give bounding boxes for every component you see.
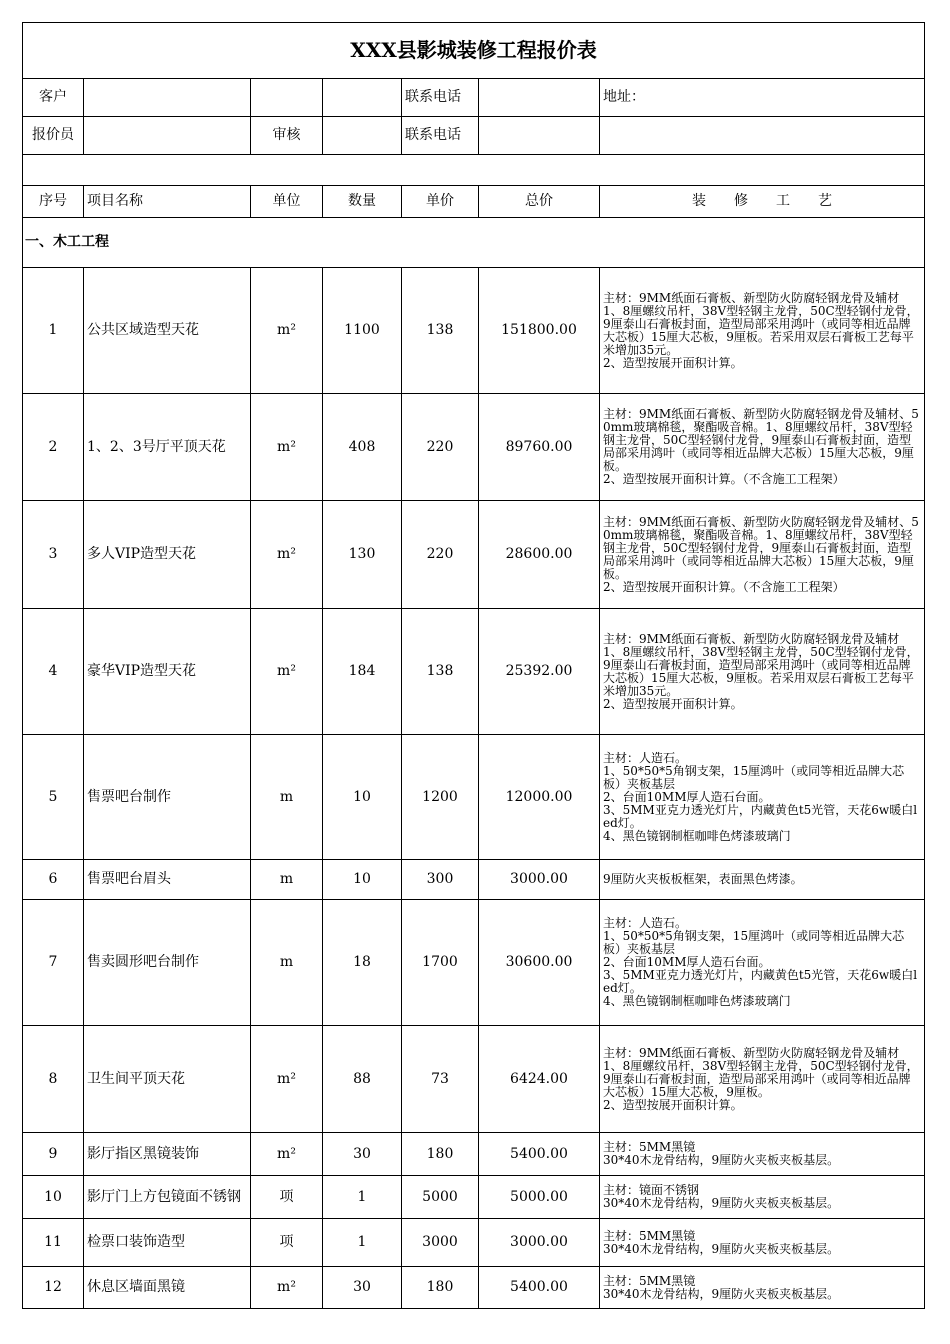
- address-label: 地址：: [600, 79, 925, 117]
- customer-label: 客户: [23, 79, 84, 117]
- item-total: 3000.00: [479, 1219, 600, 1267]
- table-row: [23, 501, 925, 609]
- header-craft: 装 修 工 艺: [600, 186, 925, 218]
- item-qty: 88: [323, 1026, 402, 1133]
- item-total: 30600.00: [479, 900, 600, 1026]
- item-name: 1、2、3号厅平顶天花: [84, 394, 251, 501]
- quotation-table: [22, 22, 925, 1309]
- item-price: 138: [402, 268, 479, 394]
- phone-label-2: 联系电话: [402, 117, 479, 155]
- item-unit: m²: [251, 1133, 323, 1176]
- item-total: 25392.00: [479, 609, 600, 735]
- table-row: [23, 268, 925, 394]
- quoter-label: 报价员: [23, 117, 84, 155]
- item-unit: m²: [251, 1267, 323, 1309]
- item-qty: 408: [323, 394, 402, 501]
- item-craft: 主材：人造石。 1、50*50*5角钢支架，15厘鸿叶（或同等相近品牌大芯板）夹板基层 2、台面10MM厚人造石台面。 3、5MM亚克力透光灯片，内藏黄色t5光管，天花6w暖白led灯。 4、黑色镜钢制框咖啡色烤漆玻璃门: [600, 900, 925, 1026]
- item-name: 休息区墙面黑镜: [84, 1267, 251, 1309]
- item-craft: 主材：9MM纸面石膏板、新型防火防腐轻钢龙骨及辅材、50mm玻璃棉毯，聚酯吸音棉。1、8厘螺纹吊杆，38V型轻钢主龙骨，50C型轻钢付龙骨，9厘泰山石膏板封面，造型局部采用鸿叶（或同等相近品牌大芯板）15厘大芯板，9厘板。 2、造型按展开面积计算。（不含施工工程架）: [600, 394, 925, 501]
- table-row: [23, 1133, 925, 1176]
- table-row: [23, 394, 925, 501]
- item-total: 28600.00: [479, 501, 600, 609]
- item-unit: m: [251, 735, 323, 860]
- item-name: 售票吧台眉头: [84, 860, 251, 900]
- header-unit: 单位: [251, 186, 323, 218]
- item-no: 1: [23, 268, 84, 394]
- customer-value[interactable]: [84, 79, 251, 117]
- header-price: 单价: [402, 186, 479, 218]
- item-price: 180: [402, 1133, 479, 1176]
- customer-extra[interactable]: [251, 79, 323, 117]
- item-unit: m²: [251, 609, 323, 735]
- header-name: 项目名称: [84, 186, 251, 218]
- item-price: 73: [402, 1026, 479, 1133]
- item-craft: 主材：镜面不锈钢 30*40木龙骨结构，9厘防火夹板夹板基层。: [600, 1176, 925, 1219]
- item-total: 3000.00: [479, 860, 600, 900]
- header-qty: 数量: [323, 186, 402, 218]
- item-craft: 9厘防火夹板板框架，表面黑色烤漆。: [600, 860, 925, 900]
- phone-value-1[interactable]: [479, 79, 600, 117]
- table-row: [23, 609, 925, 735]
- item-no: 5: [23, 735, 84, 860]
- blank-row: [23, 155, 925, 186]
- item-price: 220: [402, 394, 479, 501]
- customer-extra-2[interactable]: [323, 79, 402, 117]
- item-no: 3: [23, 501, 84, 609]
- item-unit: m²: [251, 268, 323, 394]
- item-craft: 主材：9MM纸面石膏板、新型防火防腐轻钢龙骨及辅材、50mm玻璃棉毯，聚酯吸音棉。1、8厘螺纹吊杆，38V型轻钢主龙骨，50C型轻钢付龙骨，9厘泰山石膏板封面，造型局部采用鸿叶（或同等相近品牌大芯板）15厘大芯板，9厘板。 2、造型按展开面积计算。（不含施工工程架）: [600, 501, 925, 609]
- header-no: 序号: [23, 186, 84, 218]
- item-total: 5400.00: [479, 1267, 600, 1309]
- item-name: 卫生间平顶天花: [84, 1026, 251, 1133]
- reviewer-label: 审核: [251, 117, 323, 155]
- item-price: 3000: [402, 1219, 479, 1267]
- item-qty: 130: [323, 501, 402, 609]
- item-qty: 18: [323, 900, 402, 1026]
- item-no: 10: [23, 1176, 84, 1219]
- item-craft: 主材：5MM黑镜 30*40木龙骨结构，9厘防火夹板夹板基层。: [600, 1219, 925, 1267]
- table-row: [23, 1267, 925, 1309]
- table-row: [23, 735, 925, 860]
- item-qty: 30: [323, 1267, 402, 1309]
- item-unit: m²: [251, 501, 323, 609]
- item-name: 影厅指区黑镜装饰: [84, 1133, 251, 1176]
- item-craft: 主材：9MM纸面石膏板、新型防火防腐轻钢龙骨及辅材 1、8厘螺纹吊杆，38V型轻钢主龙骨，50C型轻钢付龙骨，9厘泰山石膏板封面，造型局部采用鸿叶（或同等相近品牌大芯板）15厘大芯板，9厘板。 2、造型按展开面积计算。: [600, 1026, 925, 1133]
- item-no: 4: [23, 609, 84, 735]
- item-unit: m²: [251, 394, 323, 501]
- section-title: 一、木工工程: [23, 218, 925, 268]
- item-name: 检票口装饰造型: [84, 1219, 251, 1267]
- item-name: 影厅门上方包镜面不锈钢: [84, 1176, 251, 1219]
- phone-value-2[interactable]: [479, 117, 600, 155]
- item-no: 8: [23, 1026, 84, 1133]
- item-price: 300: [402, 860, 479, 900]
- item-total: 5400.00: [479, 1133, 600, 1176]
- reviewer-value[interactable]: [323, 117, 402, 155]
- table-row: [23, 1026, 925, 1133]
- item-qty: 30: [323, 1133, 402, 1176]
- address-value[interactable]: [600, 117, 925, 155]
- item-no: 7: [23, 900, 84, 1026]
- item-no: 6: [23, 860, 84, 900]
- item-qty: 1: [323, 1176, 402, 1219]
- item-qty: 10: [323, 860, 402, 900]
- item-unit: 项: [251, 1176, 323, 1219]
- item-name: 多人VIP造型天花: [84, 501, 251, 609]
- item-total: 12000.00: [479, 735, 600, 860]
- item-name: 公共区域造型天花: [84, 268, 251, 394]
- item-craft: 主材：9MM纸面石膏板、新型防火防腐轻钢龙骨及辅材 1、8厘螺纹吊杆，38V型轻钢主龙骨，50C型轻钢付龙骨，9厘泰山石膏板封面，造型局部采用鸿叶（或同等相近品牌大芯板）15厘大芯板，9厘板。若采用双层石膏板工艺每平米增加35元。 2、造型按展开面积计算。: [600, 268, 925, 394]
- item-craft: 主材：9MM纸面石膏板、新型防火防腐轻钢龙骨及辅材 1、8厘螺纹吊杆，38V型轻钢主龙骨，50C型轻钢付龙骨，9厘泰山石膏板封面，造型局部采用鸿叶（或同等相近品牌大芯板）15厘大芯板，9厘板。若采用双层石膏板工艺每平米增加35元。 2、造型按展开面积计算。: [600, 609, 925, 735]
- item-unit: m: [251, 900, 323, 1026]
- item-price: 5000: [402, 1176, 479, 1219]
- item-no: 2: [23, 394, 84, 501]
- item-no: 11: [23, 1219, 84, 1267]
- table-row: [23, 900, 925, 1026]
- quoter-value[interactable]: [84, 117, 251, 155]
- item-qty: 184: [323, 609, 402, 735]
- phone-label-1: 联系电话: [402, 79, 479, 117]
- header-total: 总价: [479, 186, 600, 218]
- item-total: 151800.00: [479, 268, 600, 394]
- item-unit: m²: [251, 1026, 323, 1133]
- item-total: 5000.00: [479, 1176, 600, 1219]
- table-row: [23, 1219, 925, 1267]
- item-total: 6424.00: [479, 1026, 600, 1133]
- item-craft: 主材：5MM黑镜 30*40木龙骨结构，9厘防火夹板夹板基层。: [600, 1267, 925, 1309]
- item-name: 售票吧台制作: [84, 735, 251, 860]
- item-price: 220: [402, 501, 479, 609]
- item-qty: 10: [323, 735, 402, 860]
- table-row: [23, 1176, 925, 1219]
- item-name: 豪华VIP造型天花: [84, 609, 251, 735]
- item-price: 180: [402, 1267, 479, 1309]
- item-craft: 主材：5MM黑镜 30*40木龙骨结构，9厘防火夹板夹板基层。: [600, 1133, 925, 1176]
- item-price: 138: [402, 609, 479, 735]
- item-total: 89760.00: [479, 394, 600, 501]
- item-qty: 1: [323, 1219, 402, 1267]
- item-unit: 项: [251, 1219, 323, 1267]
- table-row: [23, 860, 925, 900]
- item-no: 9: [23, 1133, 84, 1176]
- item-price: 1200: [402, 735, 479, 860]
- item-craft: 主材：人造石。 1、50*50*5角钢支架，15厘鸿叶（或同等相近品牌大芯板）夹板基层 2、台面10MM厚人造石台面。 3、5MM亚克力透光灯片，内藏黄色t5光管，天花6w暖白led灯。 4、黑色镜钢制框咖啡色烤漆玻璃门: [600, 735, 925, 860]
- item-no: 12: [23, 1267, 84, 1309]
- item-price: 1700: [402, 900, 479, 1026]
- item-unit: m: [251, 860, 323, 900]
- item-name: 售卖圆形吧台制作: [84, 900, 251, 1026]
- page-title: XXX县影城装修工程报价表: [23, 23, 925, 79]
- item-qty: 1100: [323, 268, 402, 394]
